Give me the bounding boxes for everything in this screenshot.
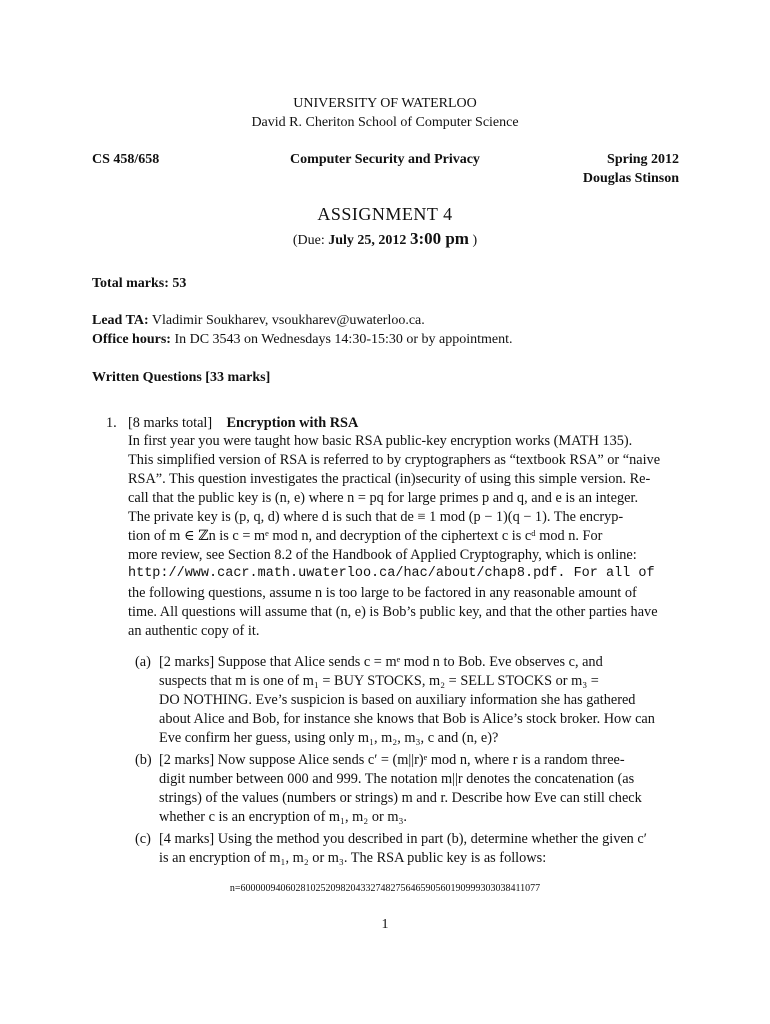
part-a-line-2: suspects that m is one of m₁ = BUY STOCKS, m₂ = SELL STOCKS or m₃ = [159, 673, 599, 689]
course-title: Computer Security and Privacy [290, 152, 480, 167]
part-c-label: (c) [135, 831, 151, 847]
part-b-line-1: [2 marks] Now suppose Alice sends c′ = (m||r)ᵉ mod n, where r is a random three- [159, 752, 625, 768]
office-hours [92, 332, 513, 348]
part-a-line-1: [2 marks] Suppose that Alice sends c = mᵉ mod n to Bob. Eve observes c, and [159, 654, 603, 670]
due-date: July 25, 2012 [328, 233, 407, 248]
q1-line-8-url[interactable]: http://www.cacr.math.uwaterloo.ca/hac/about/chap8.pdf. For all of [128, 566, 655, 581]
part-b-line-4: whether c is an encryption of m₁, m₂ or m₃. [159, 809, 408, 825]
question-number: 1. [106, 415, 117, 431]
part-b-line-3: strings) of the values (numbers or strings) m and r. Describe how Eve can still check [159, 790, 642, 806]
page-number: 1 [381, 917, 389, 932]
question-header [128, 415, 358, 432]
part-b-line-2: digit number between 000 and 999. The notation m||r denotes the concatenation (as [159, 771, 635, 787]
school-name: David R. Cheriton School of Computer Science [251, 115, 519, 130]
part-c-line-2: is an encryption of m₁, m₂ or m₃. The RSA public key is as follows: [159, 850, 547, 866]
part-b-label: (b) [135, 752, 152, 768]
due-open: (Due: [292, 233, 329, 248]
part-a-line-3: DO NOTHING. Eve’s suspicion is based on auxiliary information she has gathered [159, 692, 636, 708]
part-a-label: (a) [135, 654, 151, 670]
part-a-line-4: about Alice and Bob, for instance she knows that Bob is Alice’s stock broker. How can [159, 711, 655, 727]
q1-line-6: tion of m ∈ ℤn is c = mᵉ mod n, and decryption of the ciphertext c is cᵈ mod n. For [128, 528, 603, 544]
term: Spring 2012 [607, 152, 679, 167]
lead-ta-value: Vladimir Soukharev, vsoukharev@uwaterloo.ca. [151, 313, 425, 328]
lead-ta-label: Lead TA: [92, 313, 149, 328]
q1-line-11: an authentic copy of it. [128, 623, 260, 639]
q1-line-9: the following questions, assume n is too large to be factored in any reasonable amount of [128, 585, 637, 601]
lead-ta [92, 313, 425, 329]
due-line [0, 229, 770, 249]
q1-line-4: call that the public key is (n, e) where n = pq for large primes p and q, and e is an integer. [128, 490, 639, 506]
q1-line-7: more review, see Section 8.2 of the Handbook of Applied Cryptography, which is online: [128, 547, 637, 563]
question-title: Encryption with RSA [226, 415, 359, 431]
total-marks: Total marks: 53 [92, 276, 187, 291]
rsa-modulus: n=6000009406028102520982043327482756465905601909993030384110​77 [229, 883, 541, 894]
university-name: UNIVERSITY OF WATERLOO [293, 96, 477, 111]
q1-line-2: This simplified version of RSA is referred to by cryptographers as “textbook RSA” or “naive [128, 452, 661, 468]
office-hours-value: In DC 3543 on Wednesdays 14:30-15:30 or by appointment. [174, 332, 513, 347]
office-hours-label: Office hours: [92, 332, 171, 347]
section-heading: Written Questions [33 marks] [92, 370, 271, 385]
q1-line-1: In first year you were taught how basic RSA public-key encryption works (MATH 135). [128, 433, 633, 449]
part-a-line-5: Eve confirm her guess, using only m₁, m₂, m₃, c and (n, e)? [159, 730, 499, 746]
due-close: ) [472, 233, 478, 248]
q1-line-5: The private key is (p, q, d) where d is such that de ≡ 1 mod (p − 1)(q − 1). The encryp- [128, 509, 624, 525]
question-marks: [8 marks total] [128, 415, 213, 431]
course-code: CS 458/658 [92, 152, 160, 167]
q1-line-3: RSA”. This question investigates the practical (in)security of using this simple version. Re- [128, 471, 651, 487]
q1-line-10: time. All questions will assume that (n, e) is Bob’s public key, and that the other parties have [128, 604, 658, 620]
assignment-title: ASSIGNMENT 4 [317, 204, 453, 224]
part-c-line-1: [4 marks] Using the method you described in part (b), determine whether the given c′ [159, 831, 647, 847]
instructor: Douglas Stinson [582, 171, 679, 186]
due-time: 3:00 pm [409, 229, 469, 248]
